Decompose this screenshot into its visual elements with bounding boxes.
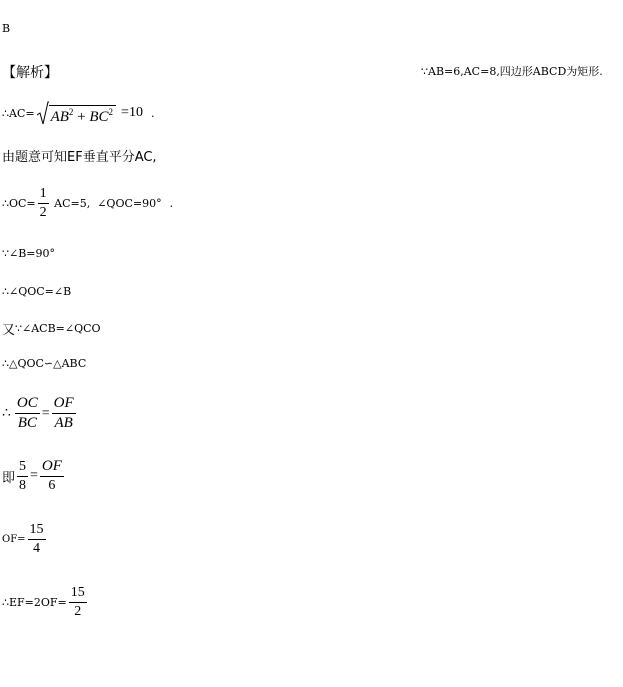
line-oc [2,186,173,221]
ac-dot: . [150,106,155,120]
fraction-five-eighths [17,459,28,494]
fraction-numerator: 15 [28,522,46,540]
fraction-denominator: 2 [74,604,82,620]
line-ratio [2,395,78,433]
line-of-value [2,522,48,557]
fraction-oc-bc [15,395,40,433]
radicand-ab: AB [50,108,69,125]
answer-letter: B [2,22,11,35]
fraction-one-half [38,186,49,221]
given-statement: ∵AB=6,AC=8,四边形ABCD为矩形. [421,65,603,78]
analysis-label: 【解析】 [2,65,58,81]
fraction-of-ab [52,395,76,433]
radicand-exp2: 2 [108,106,114,117]
line-ratio-values [2,458,66,494]
line-perpendicular-bisector: 由题意可知EF垂直平分AC, [2,150,157,165]
line-similar: ∴△QOC∽△ABC [2,357,87,370]
fraction-denominator: 8 [19,477,27,493]
fraction-numerator: OF [52,395,76,414]
oc-prefix: ∴OC= [2,197,36,211]
fraction-denominator: AB [54,415,73,432]
fraction-numerator: 15 [69,585,87,603]
line-angle-qoc: ∴∠QOC=∠B [2,285,72,298]
you-char: 又 [2,323,16,338]
fraction-of-6 [40,458,64,494]
line-ef-value [2,585,89,620]
sqrt-expression [37,101,116,125]
fraction-denominator: 6 [48,478,56,494]
fraction-15-4 [28,522,46,557]
radicand-exp1: 2 [68,106,74,117]
of-prefix: OF= [2,534,26,546]
ji-char: 即 [2,470,16,486]
fraction-numerator: 5 [17,459,28,477]
angle-acb-text: ∵∠ACB=∠QCO [15,322,101,335]
ratio-equals: = [41,405,50,421]
fraction-numerator: 1 [38,186,49,204]
line-angle-b: ∵∠B=90° [2,247,56,260]
radical-sign-icon [37,101,49,125]
fraction-denominator: 2 [39,205,47,221]
radicand-plus: + [73,108,90,125]
fraction-numerator: OF [40,458,64,477]
fraction-numerator: OC [15,395,40,414]
fraction-15-2 [69,585,87,620]
ratio-values-equals: = [30,468,38,484]
ac-prefix: ∴AC= [2,106,35,120]
oc-dot: . [169,197,174,211]
oc-middle: AC=5, ∠QOC=90° [50,197,162,211]
ac-result: =10 [121,105,143,120]
ratio-therefore: ∴ [2,406,11,422]
radicand-bc: BC [89,108,109,125]
ef-prefix: ∴EF=2OF= [2,596,67,610]
fraction-denominator: 4 [33,541,41,557]
line-angle-acb [2,319,101,338]
line-ac-sqrt [2,101,154,125]
fraction-denominator: BC [17,415,37,432]
radicand [49,105,116,126]
